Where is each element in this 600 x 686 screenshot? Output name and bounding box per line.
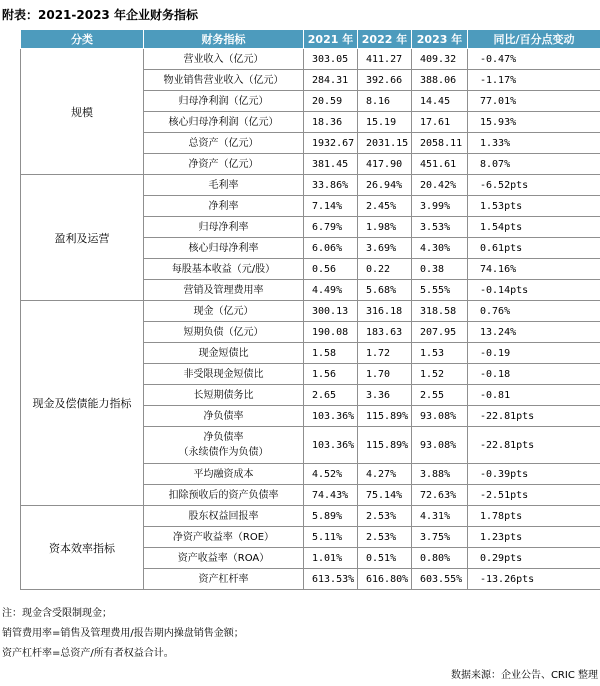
metric-cell xyxy=(144,175,304,196)
metric-label: 毛利率 xyxy=(208,179,239,191)
cell-change: 13.24% xyxy=(468,322,600,343)
cell-change: -0.81 xyxy=(468,385,600,406)
cell-2021: 74.43% xyxy=(304,485,358,506)
category-cell: 资本效率指标 xyxy=(21,506,144,590)
cell-change: 77.01% xyxy=(468,91,600,112)
cell-change: -0.47% xyxy=(468,49,600,70)
cell-2021: 1.56 xyxy=(304,364,358,385)
cell-change: 0.61pts xyxy=(468,238,600,259)
cell-2022: 1.72 xyxy=(358,343,412,364)
metric-cell xyxy=(144,322,304,343)
metric-label: 现金（亿元） xyxy=(193,305,254,317)
cell-2021: 5.89% xyxy=(304,506,358,527)
cell-2023: 388.06 xyxy=(412,70,468,91)
metric-cell xyxy=(144,112,304,133)
metric-cell xyxy=(144,385,304,406)
metric-label: 净负债率 xyxy=(203,432,244,443)
metric-cell xyxy=(144,485,304,506)
note-line: 资产杠杆率=总资产/所有者权益合计。 xyxy=(2,648,174,659)
cell-2023: 3.88% xyxy=(412,464,468,485)
notes xyxy=(2,604,244,664)
header-metric: 财务指标 xyxy=(144,30,304,49)
cell-2021: 7.14% xyxy=(304,196,358,217)
cell-change: 1.23pts xyxy=(468,527,600,548)
cell-2021: 1.01% xyxy=(304,548,358,569)
cell-2022: 616.80% xyxy=(358,569,412,590)
metric-label: 营业收入（亿元） xyxy=(183,53,264,65)
cell-2023: 3.75% xyxy=(412,527,468,548)
cell-change: -13.26pts xyxy=(468,569,600,590)
cell-2021: 20.59 xyxy=(304,91,358,112)
cell-2021: 381.45 xyxy=(304,154,358,175)
table-row xyxy=(21,506,600,527)
cell-change: -0.39pts xyxy=(468,464,600,485)
cell-2023: 603.55% xyxy=(412,569,468,590)
cell-2022: 1.98% xyxy=(358,217,412,238)
cell-2022: 2031.15 xyxy=(358,133,412,154)
metric-cell xyxy=(144,154,304,175)
cell-change: -0.18 xyxy=(468,364,600,385)
cell-2023: 4.30% xyxy=(412,238,468,259)
cell-2021: 1932.67 xyxy=(304,133,358,154)
cell-2022: 411.27 xyxy=(358,49,412,70)
cell-2023: 2058.11 xyxy=(412,133,468,154)
cell-2022: 2.53% xyxy=(358,506,412,527)
metric-cell xyxy=(144,217,304,238)
cell-2023: 93.08% xyxy=(412,427,468,464)
metric-label: 现金短债比 xyxy=(198,347,249,359)
cell-2022: 0.51% xyxy=(358,548,412,569)
cell-2022: 316.18 xyxy=(358,301,412,322)
cell-2023: 20.42% xyxy=(412,175,468,196)
metric-cell xyxy=(144,569,304,590)
category-cell: 盈利及运营 xyxy=(21,175,144,301)
cell-2021: 5.11% xyxy=(304,527,358,548)
cell-2021: 103.36% xyxy=(304,406,358,427)
cell-2023: 93.08% xyxy=(412,406,468,427)
metric-label: 净资产（亿元） xyxy=(188,158,259,170)
cell-change: 8.07% xyxy=(468,154,600,175)
metric-cell xyxy=(144,259,304,280)
cell-2023: 451.61 xyxy=(412,154,468,175)
metric-label: 归母净利润（亿元） xyxy=(178,95,269,107)
cell-change: 1.53pts xyxy=(468,196,600,217)
cell-change: 0.76% xyxy=(468,301,600,322)
metric-label: 物业销售营业收入（亿元） xyxy=(163,74,284,86)
table-title: 附表：2021-2023 年企业财务指标 xyxy=(2,8,198,22)
cell-2022: 3.69% xyxy=(358,238,412,259)
metric-label: 平均融资成本 xyxy=(193,468,254,480)
metric-cell xyxy=(144,506,304,527)
cell-2022: 392.66 xyxy=(358,70,412,91)
cell-2022: 4.27% xyxy=(358,464,412,485)
metric-label: 总资产（亿元） xyxy=(188,137,259,149)
cell-change: -6.52pts xyxy=(468,175,600,196)
cell-2022: 8.16 xyxy=(358,91,412,112)
metric-label: 资产杠杆率 xyxy=(198,573,249,585)
metric-cell xyxy=(144,49,304,70)
cell-2021: 18.36 xyxy=(304,112,358,133)
cell-change: 1.54pts xyxy=(468,217,600,238)
metric-label: 净资产收益率（ROE） xyxy=(172,531,275,543)
metric-label: 归母净利率 xyxy=(198,221,249,233)
cell-2022: 3.36 xyxy=(358,385,412,406)
cell-change: -0.14pts xyxy=(468,280,600,301)
cell-2023: 3.99% xyxy=(412,196,468,217)
metric-label: 短期负债（亿元） xyxy=(183,326,264,338)
cell-change: -2.51pts xyxy=(468,485,600,506)
cell-2022: 2.53% xyxy=(358,527,412,548)
cell-2021: 6.79% xyxy=(304,217,358,238)
metric-cell xyxy=(144,196,304,217)
cell-2023: 14.45 xyxy=(412,91,468,112)
header-change: 同比/百分点变动 xyxy=(468,30,600,49)
cell-2022: 0.22 xyxy=(358,259,412,280)
cell-change: 1.33% xyxy=(468,133,600,154)
metric-label-note: （永续债作为负债） xyxy=(178,447,269,458)
cell-2023: 1.52 xyxy=(412,364,468,385)
cell-2022: 417.90 xyxy=(358,154,412,175)
header-2023: 2023 年 xyxy=(412,30,468,49)
cell-2022: 15.19 xyxy=(358,112,412,133)
cell-change: -1.17% xyxy=(468,70,600,91)
metric-cell xyxy=(144,238,304,259)
cell-2022: 115.89% xyxy=(358,406,412,427)
table-header-row xyxy=(21,30,600,49)
data-source: 数据来源：企业公告、CRIC 整理 xyxy=(450,670,598,681)
metric-cell xyxy=(144,364,304,385)
metric-label: 营销及管理费用率 xyxy=(183,284,264,296)
table-row xyxy=(21,49,600,70)
note-line: 注：现金含受限制现金； xyxy=(2,608,112,619)
metric-cell xyxy=(144,527,304,548)
cell-2022: 26.94% xyxy=(358,175,412,196)
metric-cell xyxy=(144,427,304,464)
cell-2022: 5.68% xyxy=(358,280,412,301)
header-2021: 2021 年 xyxy=(304,30,358,49)
cell-change: -22.81pts xyxy=(468,427,600,464)
cell-change: 15.93% xyxy=(468,112,600,133)
cell-2021: 1.58 xyxy=(304,343,358,364)
metric-cell xyxy=(144,301,304,322)
cell-2023: 0.38 xyxy=(412,259,468,280)
cell-2022: 1.70 xyxy=(358,364,412,385)
cell-2022: 2.45% xyxy=(358,196,412,217)
metric-label: 股东权益回报率 xyxy=(188,510,259,522)
metric-cell xyxy=(144,133,304,154)
cell-2021: 2.65 xyxy=(304,385,358,406)
cell-2021: 6.06% xyxy=(304,238,358,259)
cell-change: 0.29pts xyxy=(468,548,600,569)
header-2022: 2022 年 xyxy=(358,30,412,49)
metric-label: 核心归母净利率 xyxy=(188,242,259,254)
table-row xyxy=(21,175,600,196)
cell-2023: 72.63% xyxy=(412,485,468,506)
cell-2023: 2.55 xyxy=(412,385,468,406)
cell-change: -22.81pts xyxy=(468,406,600,427)
metric-label: 资产收益率（ROA） xyxy=(177,552,270,564)
cell-2023: 409.32 xyxy=(412,49,468,70)
cell-2023: 5.55% xyxy=(412,280,468,301)
cell-change: -0.19 xyxy=(468,343,600,364)
metric-cell xyxy=(144,70,304,91)
metric-label: 每股基本收益（元/股） xyxy=(171,263,276,275)
metric-cell xyxy=(144,406,304,427)
cell-2021: 613.53% xyxy=(304,569,358,590)
header-category: 分类 xyxy=(21,30,144,49)
metric-label: 长短期债务比 xyxy=(193,389,254,401)
cell-2021: 103.36% xyxy=(304,427,358,464)
metric-cell xyxy=(144,280,304,301)
cell-2023: 17.61 xyxy=(412,112,468,133)
table-row xyxy=(21,301,600,322)
cell-2023: 3.53% xyxy=(412,217,468,238)
cell-2023: 207.95 xyxy=(412,322,468,343)
cell-2023: 4.31% xyxy=(412,506,468,527)
metric-cell xyxy=(144,343,304,364)
cell-2021: 4.52% xyxy=(304,464,358,485)
cell-2021: 190.08 xyxy=(304,322,358,343)
metric-label: 非受限现金短债比 xyxy=(183,368,264,380)
cell-2022: 183.63 xyxy=(358,322,412,343)
category-cell: 规模 xyxy=(21,49,144,175)
cell-change: 1.78pts xyxy=(468,506,600,527)
cell-2023: 1.53 xyxy=(412,343,468,364)
cell-2021: 33.86% xyxy=(304,175,358,196)
metric-label: 扣除预收后的资产负债率 xyxy=(168,489,279,501)
cell-2022: 75.14% xyxy=(358,485,412,506)
metric-label: 净负债率 xyxy=(203,410,244,422)
metric-label: 净利率 xyxy=(208,200,239,212)
cell-2021: 4.49% xyxy=(304,280,358,301)
cell-2023: 318.58 xyxy=(412,301,468,322)
cell-2021: 284.31 xyxy=(304,70,358,91)
table-body xyxy=(21,49,600,590)
cell-2022: 115.89% xyxy=(358,427,412,464)
category-cell: 现金及偿债能力指标 xyxy=(21,301,144,506)
cell-2021: 300.13 xyxy=(304,301,358,322)
metric-cell xyxy=(144,548,304,569)
metric-label: 核心归母净利润（亿元） xyxy=(168,116,279,128)
note-line: 销管费用率=销售及管理费用/报告期内操盘销售金额； xyxy=(2,628,244,639)
cell-change: 74.16% xyxy=(468,259,600,280)
metric-cell xyxy=(144,464,304,485)
cell-2021: 0.56 xyxy=(304,259,358,280)
cell-2021: 303.05 xyxy=(304,49,358,70)
cell-2023: 0.80% xyxy=(412,548,468,569)
metric-cell xyxy=(144,91,304,112)
financial-indicators-table xyxy=(20,29,600,590)
